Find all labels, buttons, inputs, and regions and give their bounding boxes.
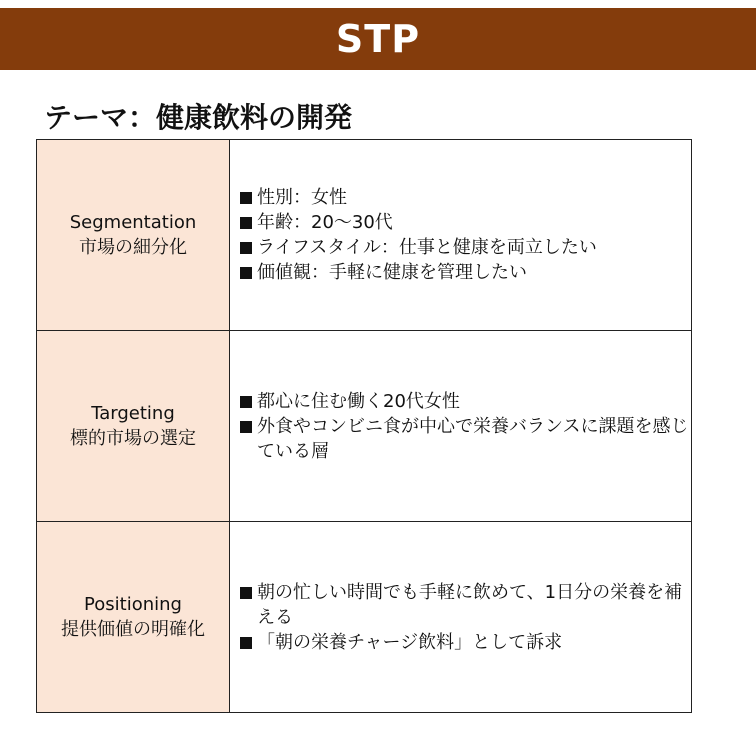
- page-title: STP: [335, 17, 421, 61]
- segmentation-content-cell: [230, 140, 692, 331]
- title-bar: [0, 8, 756, 70]
- bullet-item: 性別：女性: [239, 185, 691, 210]
- targeting-bullets: [239, 389, 691, 464]
- positioning-row: [37, 522, 692, 713]
- targeting-label-cell: [37, 331, 230, 522]
- targeting-label-en: Targeting: [91, 403, 175, 424]
- stp-table: [36, 139, 692, 713]
- segmentation-label-cell: [37, 140, 230, 331]
- targeting-label-jp: 標的市場の選定: [70, 428, 196, 449]
- positioning-label-cell: [37, 522, 230, 713]
- segmentation-label-jp: 市場の細分化: [79, 237, 187, 258]
- bullet-item: 価値観：手軽に健康を管理したい: [239, 260, 691, 285]
- segmentation-label-en: Segmentation: [69, 212, 197, 233]
- targeting-content-cell: [230, 331, 692, 522]
- positioning-content-cell: [230, 522, 692, 713]
- positioning-label-jp: 提供価値の明確化: [61, 619, 205, 640]
- positioning-bullets: [239, 580, 691, 655]
- bullet-item: 外食やコンビニ食が中心で栄養バランスに課題を感じている層: [239, 414, 691, 464]
- theme-heading: テーマ：健康飲料の開発: [44, 101, 353, 134]
- segmentation-bullets: [239, 185, 691, 285]
- bullet-item: 都心に住む働く20代女性: [239, 389, 691, 414]
- bullet-item: ライフスタイル：仕事と健康を両立したい: [239, 235, 691, 260]
- targeting-row: [37, 331, 692, 522]
- segmentation-row: [37, 140, 692, 331]
- bullet-item: 年齢：20～30代: [239, 210, 691, 235]
- bullet-item: 朝の忙しい時間でも手軽に飲めて、1日分の栄養を補える: [239, 580, 691, 630]
- bullet-item: 「朝の栄養チャージ飲料」として訴求: [239, 630, 691, 655]
- positioning-label-en: Positioning: [84, 594, 182, 615]
